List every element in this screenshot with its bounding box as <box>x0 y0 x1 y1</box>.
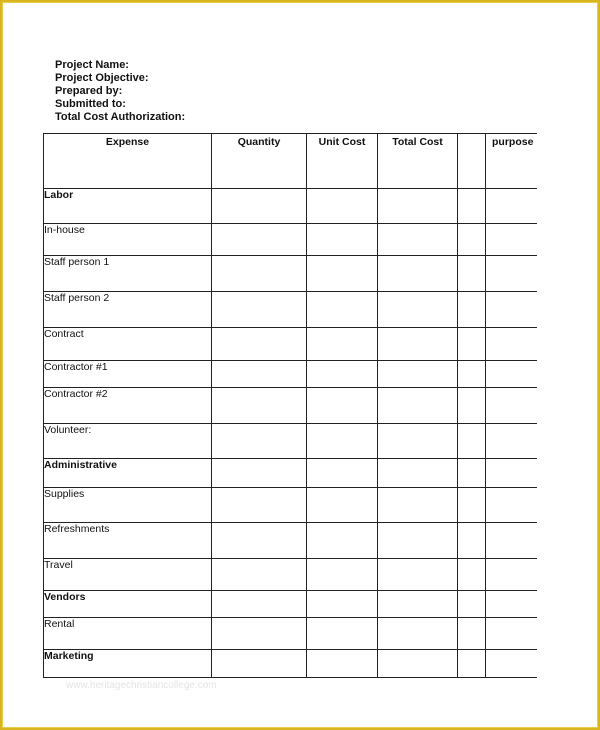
purpose-cell[interactable] <box>486 650 537 678</box>
blank-cell[interactable] <box>458 292 486 328</box>
expense-label-cell: Travel <box>44 559 212 591</box>
unit-cost-cell[interactable] <box>307 424 378 459</box>
expense-label-cell: Staff person 2 <box>44 292 212 328</box>
unit-cost-cell[interactable] <box>307 361 378 388</box>
expense-table <box>43 133 537 678</box>
blank-cell[interactable] <box>458 224 486 256</box>
purpose-cell[interactable] <box>486 559 537 591</box>
expense-label-cell: In-house <box>44 224 212 256</box>
column-header-total-cost: Total Cost <box>378 134 458 189</box>
purpose-cell[interactable] <box>486 424 537 459</box>
total-cost-authorization-label: Total Cost Authorization: <box>55 111 186 123</box>
purpose-cell[interactable] <box>486 361 537 388</box>
total-cost-cell[interactable] <box>378 650 458 678</box>
total-cost-cell[interactable] <box>378 559 458 591</box>
unit-cost-cell[interactable] <box>307 292 378 328</box>
project-name-label: Project Name: <box>55 59 129 71</box>
purpose-cell[interactable] <box>486 488 537 523</box>
total-cost-cell[interactable] <box>378 488 458 523</box>
expense-label-cell: Staff person 1 <box>44 256 212 292</box>
expense-label-cell: Administrative <box>44 459 212 488</box>
unit-cost-cell[interactable] <box>307 618 378 650</box>
expense-label-cell: Rental <box>44 618 212 650</box>
table-row <box>44 256 537 292</box>
unit-cost-cell[interactable] <box>307 328 378 361</box>
quantity-cell[interactable] <box>212 650 307 678</box>
total-cost-cell[interactable] <box>378 618 458 650</box>
column-header-expense: Expense <box>44 134 212 189</box>
column-header-quantity: Quantity <box>212 134 307 189</box>
quantity-cell[interactable] <box>212 559 307 591</box>
total-cost-cell[interactable] <box>378 424 458 459</box>
quantity-cell[interactable] <box>212 591 307 618</box>
quantity-cell[interactable] <box>212 388 307 424</box>
total-cost-cell[interactable] <box>378 459 458 488</box>
table-row <box>44 292 537 328</box>
blank-cell[interactable] <box>458 559 486 591</box>
unit-cost-cell[interactable] <box>307 650 378 678</box>
blank-cell[interactable] <box>458 189 486 224</box>
blank-cell[interactable] <box>458 424 486 459</box>
total-cost-cell[interactable] <box>378 388 458 424</box>
expense-label-cell: Labor <box>44 189 212 224</box>
project-header <box>55 59 185 124</box>
unit-cost-cell[interactable] <box>307 523 378 559</box>
unit-cost-cell[interactable] <box>307 256 378 292</box>
quantity-cell[interactable] <box>212 459 307 488</box>
prepared-by-label: Prepared by: <box>55 85 123 97</box>
expense-label-cell: Contractor #2 <box>44 388 212 424</box>
purpose-cell[interactable] <box>486 591 537 618</box>
table-row <box>44 189 537 224</box>
purpose-cell[interactable] <box>486 256 537 292</box>
unit-cost-cell[interactable] <box>307 488 378 523</box>
quantity-cell[interactable] <box>212 189 307 224</box>
expense-label-cell: Supplies <box>44 488 212 523</box>
expense-label-cell: Refreshments <box>44 523 212 559</box>
quantity-cell[interactable] <box>212 424 307 459</box>
purpose-cell[interactable] <box>486 388 537 424</box>
table-row <box>44 361 537 388</box>
total-cost-cell[interactable] <box>378 361 458 388</box>
blank-cell[interactable] <box>458 618 486 650</box>
expense-label-cell: Vendors <box>44 591 212 618</box>
watermark: www.heritagechristiancollege.com <box>66 680 217 691</box>
expense-label-cell: Contract <box>44 328 212 361</box>
table-row <box>44 591 537 618</box>
column-header-unit-cost: Unit Cost <box>307 134 378 189</box>
quantity-cell[interactable] <box>212 488 307 523</box>
column-header-blank <box>458 134 486 189</box>
total-cost-cell[interactable] <box>378 189 458 224</box>
total-cost-cell[interactable] <box>378 224 458 256</box>
quantity-cell[interactable] <box>212 256 307 292</box>
purpose-cell[interactable] <box>486 523 537 559</box>
purpose-cell[interactable] <box>486 459 537 488</box>
purpose-cell[interactable] <box>486 618 537 650</box>
unit-cost-cell[interactable] <box>307 189 378 224</box>
total-cost-cell[interactable] <box>378 591 458 618</box>
expense-label-cell: Marketing <box>44 650 212 678</box>
table-row <box>44 388 537 424</box>
quantity-cell[interactable] <box>212 328 307 361</box>
total-cost-cell[interactable] <box>378 328 458 361</box>
blank-cell[interactable] <box>458 591 486 618</box>
table-row <box>44 328 537 361</box>
blank-cell[interactable] <box>458 488 486 523</box>
table-row <box>44 559 537 591</box>
unit-cost-cell[interactable] <box>307 388 378 424</box>
quantity-cell[interactable] <box>212 224 307 256</box>
expense-label-cell: Contractor #1 <box>44 361 212 388</box>
purpose-cell[interactable] <box>486 292 537 328</box>
blank-cell[interactable] <box>458 459 486 488</box>
blank-cell[interactable] <box>458 650 486 678</box>
table-row <box>44 618 537 650</box>
quantity-cell[interactable] <box>212 361 307 388</box>
total-cost-cell[interactable] <box>378 256 458 292</box>
blank-cell[interactable] <box>458 388 486 424</box>
total-cost-cell[interactable] <box>378 292 458 328</box>
blank-cell[interactable] <box>458 523 486 559</box>
blank-cell[interactable] <box>458 256 486 292</box>
quantity-cell[interactable] <box>212 523 307 559</box>
table-header-row <box>44 134 537 189</box>
unit-cost-cell[interactable] <box>307 224 378 256</box>
unit-cost-cell[interactable] <box>307 559 378 591</box>
table-row <box>44 650 537 678</box>
expense-label-cell: Volunteer: <box>44 424 212 459</box>
table-row <box>44 459 537 488</box>
total-cost-cell[interactable] <box>378 523 458 559</box>
table-row <box>44 224 537 256</box>
column-header-purpose: purpose <box>486 134 537 189</box>
table-row <box>44 424 537 459</box>
unit-cost-cell[interactable] <box>307 591 378 618</box>
quantity-cell[interactable] <box>212 292 307 328</box>
table-row <box>44 523 537 559</box>
blank-cell[interactable] <box>458 361 486 388</box>
table-body <box>44 189 537 678</box>
purpose-cell[interactable] <box>486 328 537 361</box>
unit-cost-cell[interactable] <box>307 459 378 488</box>
submitted-to-label: Submitted to: <box>55 98 126 110</box>
blank-cell[interactable] <box>458 328 486 361</box>
purpose-cell[interactable] <box>486 189 537 224</box>
purpose-cell[interactable] <box>486 224 537 256</box>
quantity-cell[interactable] <box>212 618 307 650</box>
project-objective-label: Project Objective: <box>55 72 149 84</box>
table-row <box>44 488 537 523</box>
